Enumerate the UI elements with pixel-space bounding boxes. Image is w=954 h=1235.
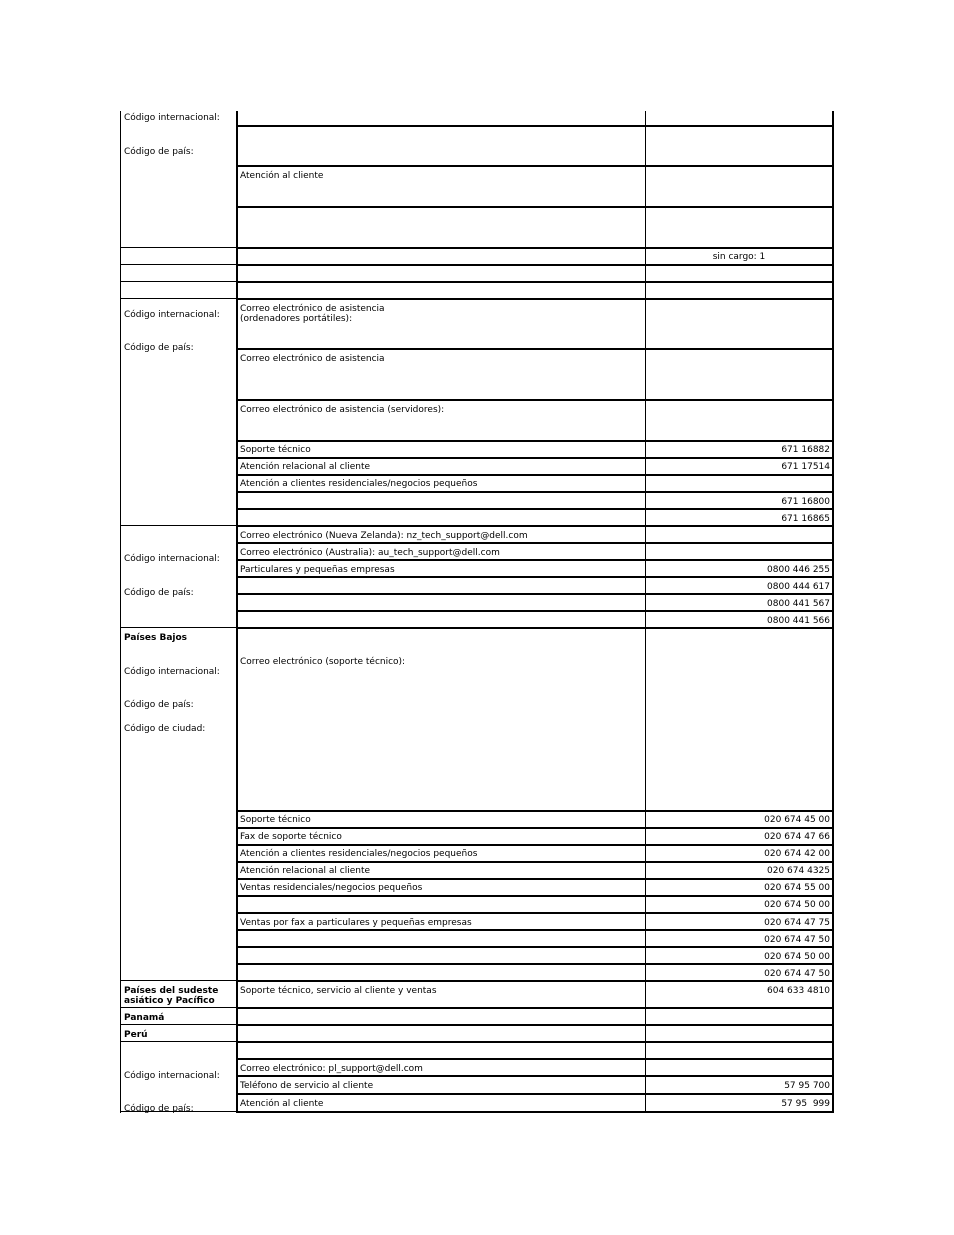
row-border [236,980,833,982]
col3-text: 671 17514 [781,462,830,472]
row-border [236,247,833,249]
col3-text: 0800 446 255 [767,565,830,575]
col3-text: 020 674 47 50 [764,969,830,979]
col3-text: 020 674 45 00 [764,815,830,825]
row-border [120,264,236,265]
col2-text: Ventas residenciales/negocios pequeños [240,883,423,893]
col2-text: Correo electrónico (soporte técnico): [240,657,406,667]
col3-text: 020 674 50 00 [764,900,830,910]
col2-text: Soporte técnico [240,445,311,455]
row-border [236,125,833,127]
row-border [120,298,236,299]
column-border [120,111,121,1113]
row-border [236,895,833,897]
col2-text: Correo electrónico de asistencia (ordenadores portátiles): [240,304,385,324]
col1-text: Código de país: [124,588,194,598]
col3-text: 57 95 999 [781,1099,830,1109]
col1-text: Perú [124,1030,148,1040]
col3-text: 0800 441 567 [767,599,830,609]
row-border [236,878,833,880]
row-border [236,474,833,476]
row-border [120,281,236,282]
row-border [120,980,236,981]
col2-text: Fax de soporte técnico [240,832,342,842]
col3-text: sin cargo: 1 [712,252,766,262]
row-border [120,1024,236,1025]
row-border [236,165,833,167]
row-border [236,593,833,595]
col3-text: 0800 444 617 [767,582,830,592]
row-border [236,1058,833,1060]
col3-text: 57 95 700 [784,1081,830,1091]
col3-text: 671 16865 [781,514,830,524]
row-border [236,264,833,266]
col1-text: Código de país: [124,343,194,353]
col3-text: 020 674 42 00 [764,849,830,859]
row-border [236,1041,833,1043]
row-border [236,281,833,283]
col1-text: Código internacional: [124,310,220,320]
col1-text: Código internacional: [124,554,220,564]
col2-text: Soporte técnico, servicio al cliente y ventas [240,986,437,996]
row-border [236,576,833,578]
col2-text: Correo electrónico de asistencia (servidores): [240,405,445,415]
col2-text: Correo electrónico (Australia): au_tech_support@dell.com [240,548,500,558]
col2-text: Ventas por fax a particulares y pequeñas empresas [240,918,472,928]
row-border [236,1093,833,1095]
row-border [236,542,833,544]
col1-text: Código de país: [124,1104,194,1114]
col1-text: Código internacional: [124,667,220,677]
row-border [236,491,833,493]
col3-text: 020 674 47 75 [764,918,830,928]
row-border [236,912,833,914]
col3-text: 020 674 47 50 [764,935,830,945]
col1-text: Países Bajos [124,633,188,643]
row-border [236,861,833,863]
col1-text: Países del sudeste asiático y Pacífico [124,986,219,1006]
col1-text: Código de país: [124,700,194,710]
row-border [236,457,833,459]
row-border [236,1024,833,1026]
col1-text: Código internacional: [124,1071,220,1081]
col1-text: Código internacional: [124,113,220,123]
col3-text: 020 674 50 00 [764,952,830,962]
col3-text: 020 674 55 00 [764,883,830,893]
col2-text: Atención a clientes residenciales/negocios pequeños [240,849,478,859]
col1-text: Código de país: [124,147,194,157]
col3-text: 604 633 4810 [767,986,830,996]
row-border [120,247,236,248]
col2-text: Atención relacional al cliente [240,462,371,472]
row-border [120,1007,236,1008]
col2-text: Correo electrónico: pl_support@dell.com [240,1064,423,1074]
row-border [236,929,833,931]
row-border [236,298,833,300]
row-border [236,810,833,812]
col2-text: Atención relacional al cliente [240,866,371,876]
row-border [236,946,833,948]
row-border [236,1007,833,1009]
row-border [236,508,833,510]
row-border [236,827,833,829]
row-border [236,440,833,442]
col1-text: Panamá [124,1013,165,1023]
row-border [236,844,833,846]
row-border [120,1041,236,1042]
row-border [236,1111,833,1113]
col2-text: Correo electrónico de asistencia [240,354,385,364]
col2-text: Atención al cliente [240,1099,324,1109]
col3-text: 671 16882 [781,445,830,455]
col3-text: 020 674 4325 [767,866,830,876]
row-border [236,963,833,965]
row-border [236,610,833,612]
col1-text: Código de ciudad: [124,724,206,734]
row-border [236,559,833,561]
col2-text: Soporte técnico [240,815,311,825]
row-border [236,206,833,208]
col3-text: 671 16800 [781,497,830,507]
row-border [236,399,833,401]
col2-text: Atención al cliente [240,171,324,181]
col2-text: Teléfono de servicio al cliente [240,1081,374,1091]
row-border [120,627,236,628]
col3-text: 020 674 47 66 [764,832,830,842]
row-border [236,1075,833,1077]
row-border [236,627,833,629]
col2-text: Atención a clientes residenciales/negocios pequeños [240,479,478,489]
row-border [120,525,236,526]
col3-text: 0800 441 566 [767,616,830,626]
col2-text: Particulares y pequeñas empresas [240,565,395,575]
row-border [236,348,833,350]
col2-text: Correo electrónico (Nueva Zelanda): nz_tech_support@dell.com [240,531,528,541]
row-border [236,525,833,527]
